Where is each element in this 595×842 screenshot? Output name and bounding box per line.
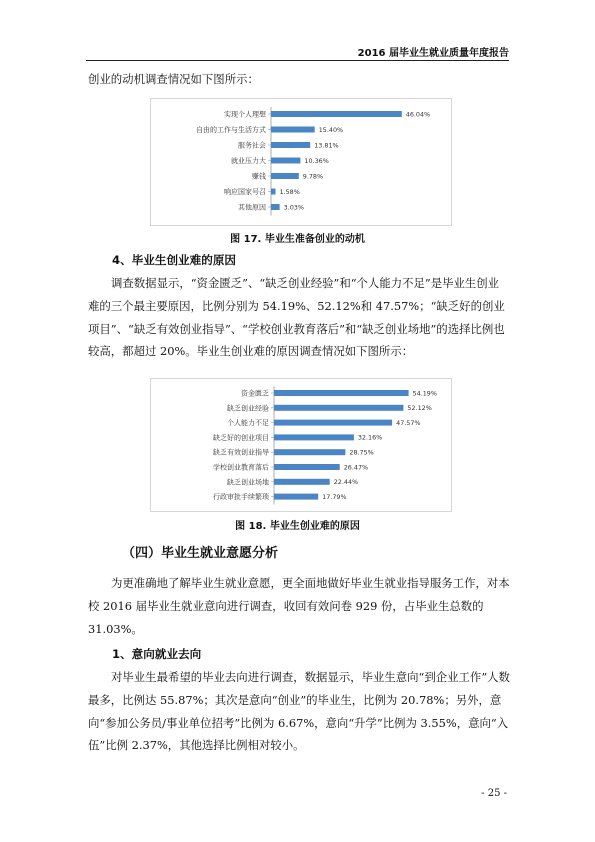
data-label: 46.04% [405,110,431,119]
bar [274,405,403,411]
bar [271,189,276,195]
category-label: 行政审批手续繁琐 [213,493,269,502]
bar [271,158,300,164]
figure-17-caption: 图 17. 毕业生准备创业的动机 [230,234,365,245]
bar [274,390,409,396]
data-label: 52.12% [407,404,432,413]
data-label: 15.40% [318,125,344,134]
heading-direction: 1、意向就业去向 [112,647,202,661]
header-rule [86,60,509,61]
bar [274,449,345,455]
chart-motivation [150,98,452,226]
category-label: 个人能力不足 [227,419,269,428]
data-label: 26.47% [343,463,369,472]
bar [271,111,402,117]
bar [271,204,280,210]
category-label: 缺乏好的创业项目 [213,433,269,442]
category-label: 缺乏创业经验 [227,404,269,413]
chart-motivation-svg [151,99,451,225]
category-label: 自由的工作与生活方式 [196,126,266,134]
data-label: 3.03% [283,203,304,212]
bar [274,420,392,426]
data-label: 32.16% [357,433,383,442]
paragraph-intent: 为更准确地了解毕业生就业意愿，更全面地做好毕业生就业指导服务工作，对本校 2016 届毕业生就业意向进行调查，收回有效问卷 929 份，占毕业生总数的 31.03%。 [88,576,510,636]
data-label: 1.58% [279,187,300,196]
category-label: 赚钱 [252,172,266,181]
category-label: 缺乏创业场地 [227,478,269,487]
paragraph-difficulty: 调查数据显示，“资金匮乏”、“缺乏创业经验”和“个人能力不足”是毕业生创业难的三个最主要原因，比例分别为 54.19%、52.12%和 47.57%；“缺乏好的创业项目”、“缺乏有效创业指导”、“学校创业教育落后”和“缺乏创业场地”的选择比例也较高，都超过 20%。毕业生创业难的原因调查情况如下图所示： [88,276,505,359]
category-label: 学校创业教育落后 [213,463,269,472]
data-label: 13.81% [314,141,339,150]
category-label: 响应国家号召 [224,188,266,196]
bar [271,127,315,133]
data-label: 54.19% [412,389,437,398]
category-label: 服务社会 [238,141,266,150]
data-label: 9.78% [302,172,324,181]
category-label: 资金匮乏 [241,389,269,398]
page-number: - 25 - [481,788,507,799]
chart-difficulty [150,378,452,512]
data-label: 28.75% [349,448,374,457]
data-label: 10.36% [304,156,329,165]
category-label: 缺乏有效创业指导 [213,448,269,457]
section-heading-intent: （四）毕业生就业意愿分析 [122,546,279,561]
bar [274,479,330,485]
chart-difficulty-svg [151,379,451,511]
bar [271,173,299,179]
bar [274,464,340,470]
category-label: 实现个人理想 [224,110,266,119]
paragraph-direction: 对毕业生最希望的毕业去向进行调查，数据显示，毕业生意向“到企业工作”人数最多，比例达 55.87%；其次是意向“创业”的毕业生，比例为 20.78%；另外，意向“参加公务员/事业单位招考”比例为 6.67%，意向“升学”比例为 3.55%，意向“入伍”比例 2.37%，其他选择比例相对较小。 [88,670,510,753]
running-header: 2016 届毕业生就业质量年度报告 [357,48,509,59]
bar [274,494,318,500]
intro-paragraph: 创业的动机调查情况如下图所示： [88,72,259,86]
data-label: 17.79% [322,492,347,501]
heading-difficulty: 4、毕业生创业难的原因 [112,253,237,267]
category-label: 就业压力大 [231,157,266,165]
bar [274,434,354,440]
category-label: 其他原因 [238,203,266,212]
data-label: 47.57% [396,418,421,427]
bar [271,142,310,148]
figure-18-caption: 图 18. 毕业生创业难的原因 [235,521,360,532]
data-label: 22.44% [333,478,359,487]
